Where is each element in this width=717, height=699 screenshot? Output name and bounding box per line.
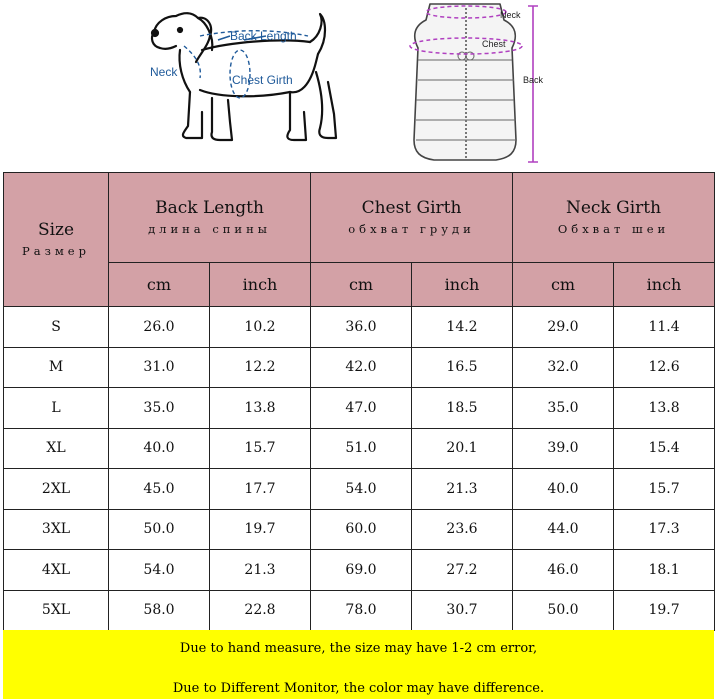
size-header: Size: [37, 219, 75, 240]
group-title: Chest Girth: [361, 197, 462, 218]
unit-header: cm: [513, 263, 614, 307]
value-cell: 40.0: [109, 428, 210, 469]
value-cell: 35.0: [109, 388, 210, 429]
table-row: [4, 428, 715, 469]
value-cell: 21.3: [210, 550, 311, 591]
value-cell: 50.0: [109, 509, 210, 550]
dog-label-neck: Neck: [150, 65, 178, 79]
group-header-chest-girth: [311, 173, 513, 263]
coat-label-back: Back: [523, 75, 544, 85]
value-cell: 18.5: [412, 388, 513, 429]
value-cell: 46.0: [513, 550, 614, 591]
value-cell: 21.3: [412, 469, 513, 510]
disclaimer-line-2: Due to Different Monitor, the color may have difference.: [172, 681, 545, 696]
value-cell: 60.0: [311, 509, 412, 550]
value-cell: 31.0: [109, 347, 210, 388]
value-cell: 16.5: [412, 347, 513, 388]
size-cell: XL: [4, 428, 109, 469]
value-cell: 39.0: [513, 428, 614, 469]
size-cell: 5XL: [4, 590, 109, 631]
illustration-area: [0, 0, 717, 172]
value-cell: 23.6: [412, 509, 513, 550]
table-row: [4, 307, 715, 348]
value-cell: 22.8: [210, 590, 311, 631]
coat-label-neck: Neck: [500, 10, 521, 20]
value-cell: 30.7: [412, 590, 513, 631]
value-cell: 44.0: [513, 509, 614, 550]
group-subtitle: длина спины: [148, 221, 271, 236]
value-cell: 27.2: [412, 550, 513, 591]
value-cell: 20.1: [412, 428, 513, 469]
value-cell: 35.0: [513, 388, 614, 429]
group-title: Neck Girth: [565, 197, 662, 218]
value-cell: 10.2: [210, 307, 311, 348]
group-header-neck-girth: [513, 173, 715, 263]
group-subtitle: Обхват шеи: [557, 221, 670, 236]
size-cell: 3XL: [4, 509, 109, 550]
value-cell: 15.7: [210, 428, 311, 469]
value-cell: 14.2: [412, 307, 513, 348]
size-cell: S: [4, 307, 109, 348]
value-cell: 17.7: [210, 469, 311, 510]
table-row: [4, 347, 715, 388]
value-cell: 18.1: [614, 550, 715, 591]
value-cell: 12.6: [614, 347, 715, 388]
value-cell: 13.8: [210, 388, 311, 429]
value-cell: 26.0: [109, 307, 210, 348]
table-row: [4, 550, 715, 591]
value-cell: 32.0: [513, 347, 614, 388]
table-row: [4, 509, 715, 550]
group-header-back-length: [109, 173, 311, 263]
value-cell: 78.0: [311, 590, 412, 631]
table-row: [4, 469, 715, 510]
coat-label-chest: Chest: [482, 39, 506, 49]
group-subtitle: обхват груди: [348, 221, 475, 236]
dog-label-chest-girth: Chest Girth: [232, 73, 293, 87]
size-cell: 4XL: [4, 550, 109, 591]
value-cell: 54.0: [311, 469, 412, 510]
value-cell: 13.8: [614, 388, 715, 429]
value-cell: 54.0: [109, 550, 210, 591]
value-cell: 19.7: [614, 590, 715, 631]
value-cell: 58.0: [109, 590, 210, 631]
size-cell: L: [4, 388, 109, 429]
value-cell: 40.0: [513, 469, 614, 510]
value-cell: 69.0: [311, 550, 412, 591]
unit-header: inch: [210, 263, 311, 307]
table-row: [4, 590, 715, 631]
value-cell: 19.7: [210, 509, 311, 550]
unit-header: inch: [412, 263, 513, 307]
value-cell: 29.0: [513, 307, 614, 348]
coat-measure-illustration: [400, 0, 550, 170]
value-cell: 45.0: [109, 469, 210, 510]
value-cell: 51.0: [311, 428, 412, 469]
group-title: Back Length: [155, 197, 264, 218]
unit-header: inch: [614, 263, 715, 307]
size-header-cell: [4, 173, 109, 307]
value-cell: 36.0: [311, 307, 412, 348]
value-cell: 15.7: [614, 469, 715, 510]
value-cell: 12.2: [210, 347, 311, 388]
value-cell: 50.0: [513, 590, 614, 631]
unit-header: cm: [311, 263, 412, 307]
value-cell: 42.0: [311, 347, 412, 388]
disclaimer-banner: [3, 630, 714, 699]
size-table: [3, 172, 715, 631]
size-cell: M: [4, 347, 109, 388]
dog-label-back-length: Back Length: [230, 29, 297, 43]
disclaimer-line-1: Due to hand measure, the size may have 1-2 cm error,: [179, 641, 538, 656]
value-cell: 47.0: [311, 388, 412, 429]
size-cell: 2XL: [4, 469, 109, 510]
value-cell: 11.4: [614, 307, 715, 348]
unit-header: cm: [109, 263, 210, 307]
table-row: [4, 388, 715, 429]
value-cell: 15.4: [614, 428, 715, 469]
value-cell: 17.3: [614, 509, 715, 550]
size-header-ru: Размер: [22, 243, 90, 258]
